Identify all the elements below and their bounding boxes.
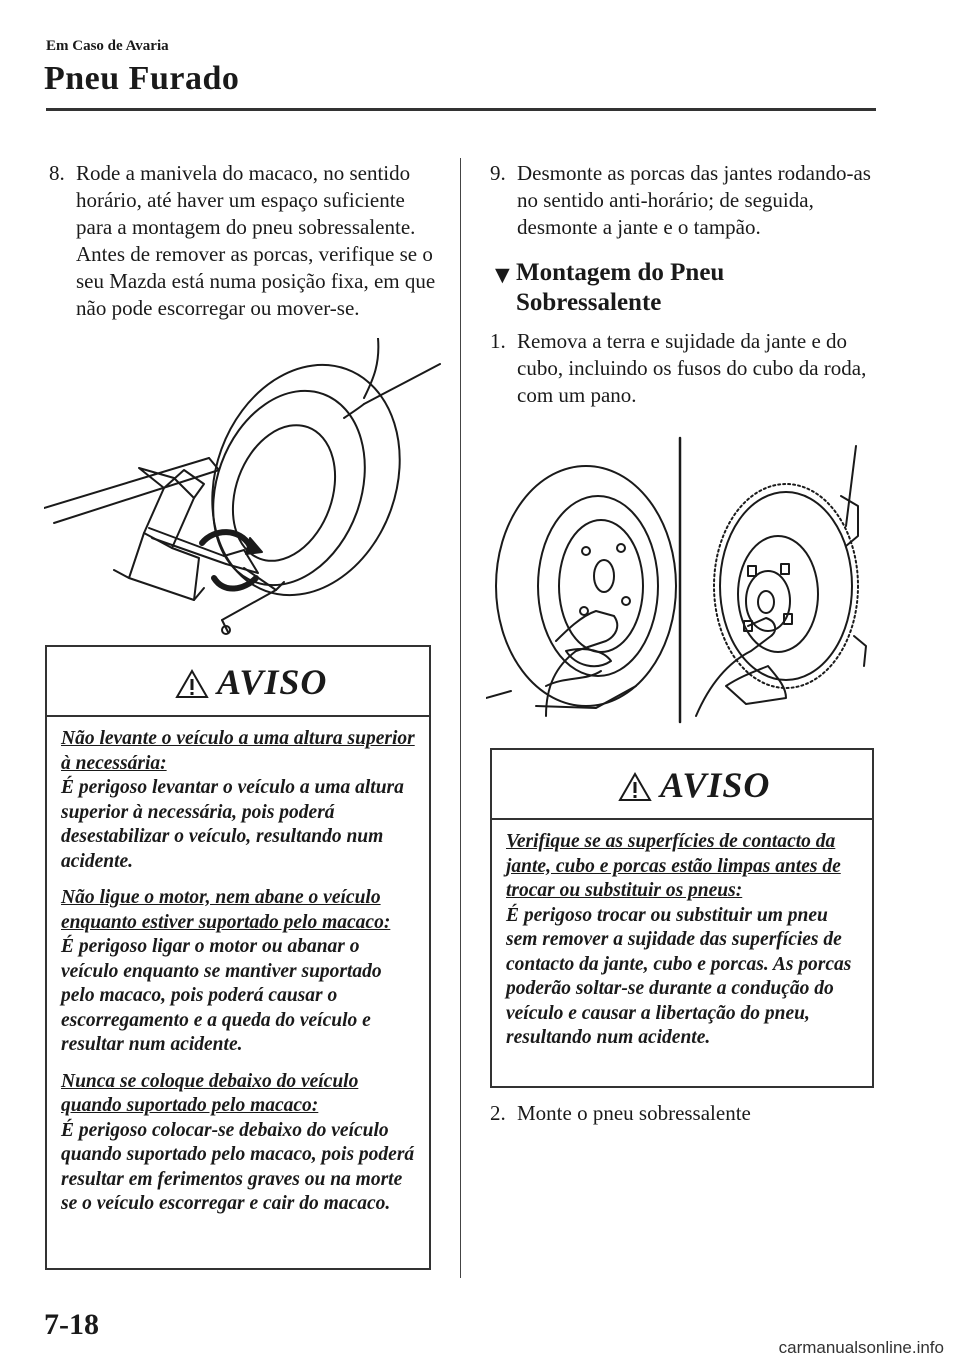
warning-item-heading: Não levante o veículo a uma altura superior à necessária: [61,728,415,774]
warning-item [61,727,417,874]
warning-item [506,830,860,1051]
warning-label: AVISO [217,662,328,702]
warning-triangle-icon [175,669,209,699]
page-title: Pneu Furado [44,60,240,97]
watermark: carmanualsonline.info [778,1338,944,1357]
step-text: Desmonte as porcas das jantes rodando-as no sentido anti-horário; de seguida, desmonte a jante e o tampão. [517,161,871,239]
warning-body [47,717,429,1217]
step-number: 8. [49,161,65,185]
step-text: Rode a manivela do macaco, no sentido horário, até haver um espaço suficiente para a montagem do pneu sobressalente. Antes de remover as porcas, verifique se o seu Mazda está numa posição fixa, em que não pode escorregar ou mover-se. [76,161,436,320]
warning-item-text: É perigoso ligar o motor ou abanar o veículo enquanto se mantiver suportado pelo macaco, pois poderá causar o escorregamento e a queda do veículo e resultar num acidente. [61,936,382,1055]
step-1 [490,328,875,409]
hub-cleaning-illustration [486,436,876,726]
warning-item [61,886,417,1058]
column-divider [460,158,461,1278]
warning-item-text: É perigoso trocar ou substituir um pneu sem remover a sujidade das superfícies de contacto da jante, cubo e porcas. As porcas poderão soltar-se durante a condução do veículo e causar a libertação do pneu, resultando num acidente. [506,904,852,1048]
warning-header [492,750,872,820]
step-2 [490,1100,875,1127]
warning-label: AVISO [660,765,771,805]
jack-illustration [44,338,442,638]
warning-box-left [45,645,431,1270]
warning-item-heading: Não ligue o motor, nem abane o veículo enquanto estiver suportado pelo macaco: [61,887,391,933]
step-8 [49,160,439,322]
step-9 [490,160,875,241]
warning-box-right [490,748,874,1088]
step-text: Monte o pneu sobressalente [517,1101,751,1125]
warning-item-text: É perigoso colocar-se debaixo do veículo quando suportado pelo macaco, pois poderá resultar em ferimentos graves ou na morte se o veículo escorregar e cair do macaco. [61,1119,415,1214]
warning-triangle-icon [618,772,652,802]
header-rule [46,108,876,111]
step-number: 9. [490,161,506,185]
step-number: 2. [490,1101,506,1125]
warning-item-text: É perigoso levantar o veículo a uma altura superior à necessária, pois poderá desestabilizar o veículo, resultando num acidente. [61,777,404,872]
section-heading-text: Montagem do Pneu Sobressalente [516,259,725,316]
step-text: Remova a terra e sujidade da jante e do cubo, incluindo os fusos do cubo da roda, com um pano. [517,329,867,407]
chapter-label: Em Caso de Avaria [46,38,169,54]
warning-body [492,820,872,1051]
step-number: 1. [490,329,506,353]
triangle-marker-icon: ▼ [490,262,515,289]
warning-item-heading: Verifique se as superfícies de contacto da jante, cubo e porcas estão limpas antes de trocar ou substituir os pneus: [506,831,841,901]
page-number: 7-18 [44,1308,99,1341]
warning-item [61,1070,417,1217]
warning-header [47,647,429,717]
section-heading [490,258,875,318]
warning-item-heading: Nunca se coloque debaixo do veículo quando suportado pelo macaco: [61,1070,359,1116]
